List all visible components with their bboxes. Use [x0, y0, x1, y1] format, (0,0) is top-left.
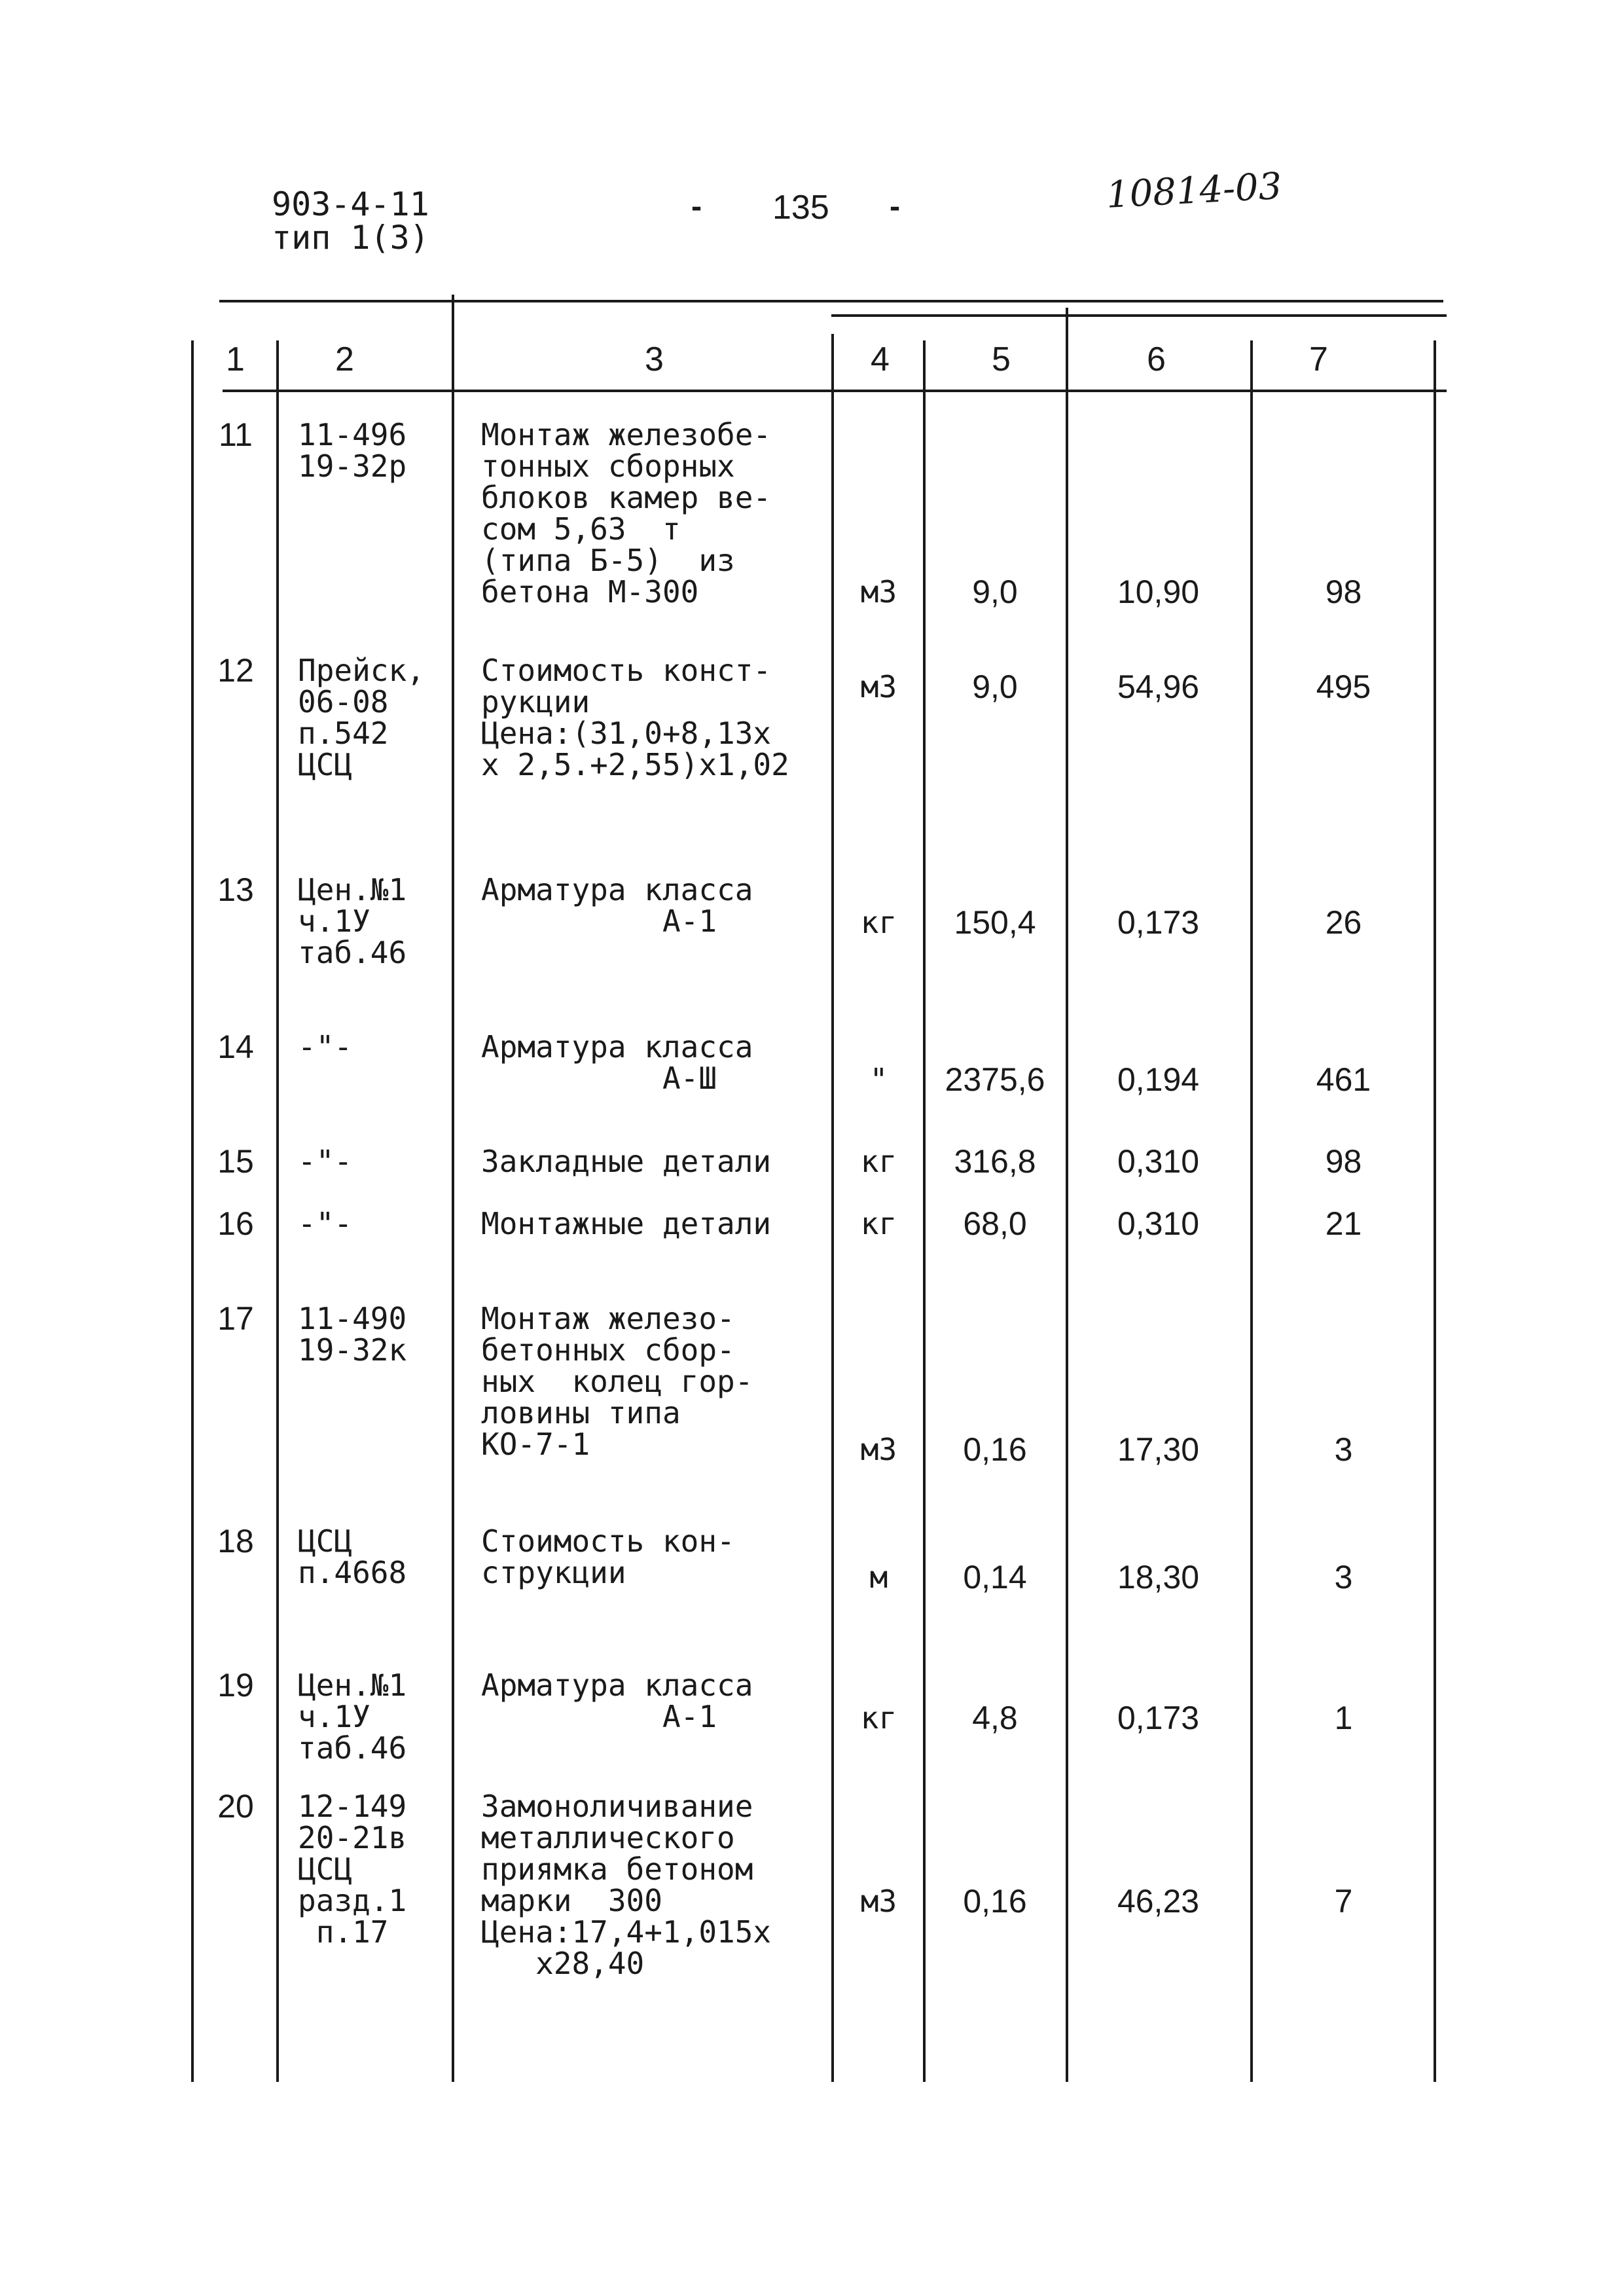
- cell-ref: 12-149 20-21в ЦСЦ разд.1 п.17: [298, 1789, 407, 1950]
- cell-total: 7: [1334, 1883, 1353, 1920]
- col-border-4: [923, 340, 926, 2082]
- cell-n: 18: [217, 1523, 254, 1559]
- cell-qty: 2375,6: [945, 1061, 1045, 1098]
- cell-qty: 4,8: [972, 1700, 1018, 1736]
- cell-ref: 11-496 19-32р: [298, 417, 407, 484]
- cell-total: 21: [1325, 1205, 1362, 1242]
- cell-qty: 0,14: [963, 1559, 1027, 1595]
- cell-price: 54,96: [1117, 668, 1200, 705]
- cell-desc: Замоноличивание металлического приямка бетоном марки 300 Цена:17,4+1,015х х28,40: [481, 1789, 772, 1981]
- cell-unit: кг: [860, 1206, 897, 1241]
- col-border-3: [831, 334, 834, 2082]
- cell-price: 0,194: [1117, 1061, 1200, 1098]
- cell-ref: 11-490 19-32к: [298, 1301, 407, 1368]
- cell-n: 11: [219, 416, 253, 453]
- cell-n: 13: [217, 871, 254, 908]
- column-header-2: 2: [335, 340, 354, 378]
- cell-n: 12: [217, 652, 254, 689]
- cell-ref: Цен.№1 ч.1У таб.46: [298, 1667, 407, 1766]
- cell-desc: Монтаж железо- бетонных сбор- ных колец гор- ловины типа КО-7-1: [481, 1301, 753, 1462]
- cell-unit: ": [869, 1062, 888, 1097]
- header-bottom-line: [223, 390, 1447, 392]
- cell-price: 0,310: [1117, 1143, 1200, 1180]
- cell-price: 17,30: [1117, 1431, 1200, 1468]
- col-border-2: [452, 295, 454, 2082]
- page-number-dash-left: -: [689, 192, 705, 223]
- cell-n: 16: [217, 1205, 254, 1242]
- cell-ref: ЦСЦ п.4668: [298, 1523, 407, 1590]
- cell-price: 0,173: [1117, 904, 1200, 941]
- table-top-line: [219, 300, 1443, 302]
- cell-n: 20: [217, 1788, 254, 1825]
- cell-total: 461: [1316, 1061, 1371, 1098]
- cell-total: 98: [1325, 574, 1362, 610]
- cell-ref: -"-: [298, 1144, 353, 1179]
- cell-n: 14: [217, 1029, 254, 1065]
- cell-n: 19: [217, 1667, 254, 1704]
- cell-ref: -"-: [298, 1029, 353, 1065]
- cell-ref: Цен.№1 ч.1У таб.46: [298, 872, 407, 970]
- cell-qty: 150,4: [954, 904, 1036, 941]
- cell-unit: кг: [860, 1700, 897, 1736]
- cell-total: 26: [1325, 904, 1362, 941]
- cell-ref: Прейск, 06-08 п.542 ЦСЦ: [298, 653, 425, 782]
- cell-total: 495: [1316, 668, 1371, 705]
- cell-unit: м: [869, 1559, 888, 1595]
- cell-total: 1: [1334, 1700, 1353, 1736]
- col-border-0: [191, 340, 194, 2082]
- cell-price: 0,173: [1117, 1700, 1200, 1736]
- cell-unit: кг: [860, 1144, 897, 1179]
- column-header-3: 3: [645, 340, 664, 378]
- handwritten-number: 10814-03: [1105, 165, 1283, 217]
- page-number: 135: [772, 189, 829, 227]
- column-header-1: 1: [226, 340, 245, 378]
- cell-unit: м3: [860, 574, 897, 610]
- page-number-dash-right: -: [887, 192, 903, 223]
- cell-qty: 0,16: [963, 1883, 1027, 1920]
- col-border-7: [1434, 340, 1436, 2082]
- cell-desc: Арматура класса А-1: [481, 872, 753, 939]
- column-header-6: 6: [1147, 340, 1166, 378]
- cell-n: 17: [217, 1300, 254, 1337]
- cell-price: 10,90: [1117, 574, 1200, 610]
- cell-ref: -"-: [298, 1206, 353, 1241]
- document-code: 903-4-11: [272, 185, 429, 223]
- cell-total: 3: [1334, 1559, 1353, 1595]
- column-header-4: 4: [871, 340, 890, 378]
- cell-qty: 9,0: [972, 668, 1018, 705]
- column-header-5: 5: [992, 340, 1011, 378]
- cell-desc: Стоимость кон- струкции: [481, 1523, 735, 1590]
- table-top-line-right: [831, 314, 1447, 317]
- cell-desc: Монтаж железобе- тонных сборных блоков камер ве- сом 5,63 т (типа Б-5) из бетона М-300: [481, 417, 772, 610]
- cell-qty: 316,8: [954, 1143, 1036, 1180]
- column-header-7: 7: [1309, 340, 1328, 378]
- document-type: тип 1(3): [272, 219, 429, 257]
- cell-desc: Закладные детали: [481, 1144, 772, 1179]
- cell-n: 15: [217, 1143, 254, 1180]
- cell-total: 3: [1334, 1431, 1353, 1468]
- cell-qty: 9,0: [972, 574, 1018, 610]
- cell-desc: Арматура класса А-1: [481, 1667, 753, 1734]
- cell-unit: кг: [860, 905, 897, 940]
- cell-price: 46,23: [1117, 1883, 1200, 1920]
- cell-price: 0,310: [1117, 1205, 1200, 1242]
- cell-price: 18,30: [1117, 1559, 1200, 1595]
- col-border-5: [1066, 308, 1068, 2082]
- cell-qty: 0,16: [963, 1431, 1027, 1468]
- cell-unit: м3: [860, 1432, 897, 1467]
- cell-unit: м3: [860, 1884, 897, 1919]
- cell-desc: Стоимость конст- рукции Цена:(31,0+8,13х х 2,5.+2,55)х1,02: [481, 653, 789, 782]
- cell-desc: Арматура класса А-Ш: [481, 1029, 753, 1096]
- col-border-1: [276, 340, 279, 2082]
- cell-unit: м3: [860, 669, 897, 704]
- col-border-6: [1250, 340, 1253, 2082]
- cell-total: 98: [1325, 1143, 1362, 1180]
- cell-desc: Монтажные детали: [481, 1206, 772, 1241]
- cell-qty: 68,0: [963, 1205, 1027, 1242]
